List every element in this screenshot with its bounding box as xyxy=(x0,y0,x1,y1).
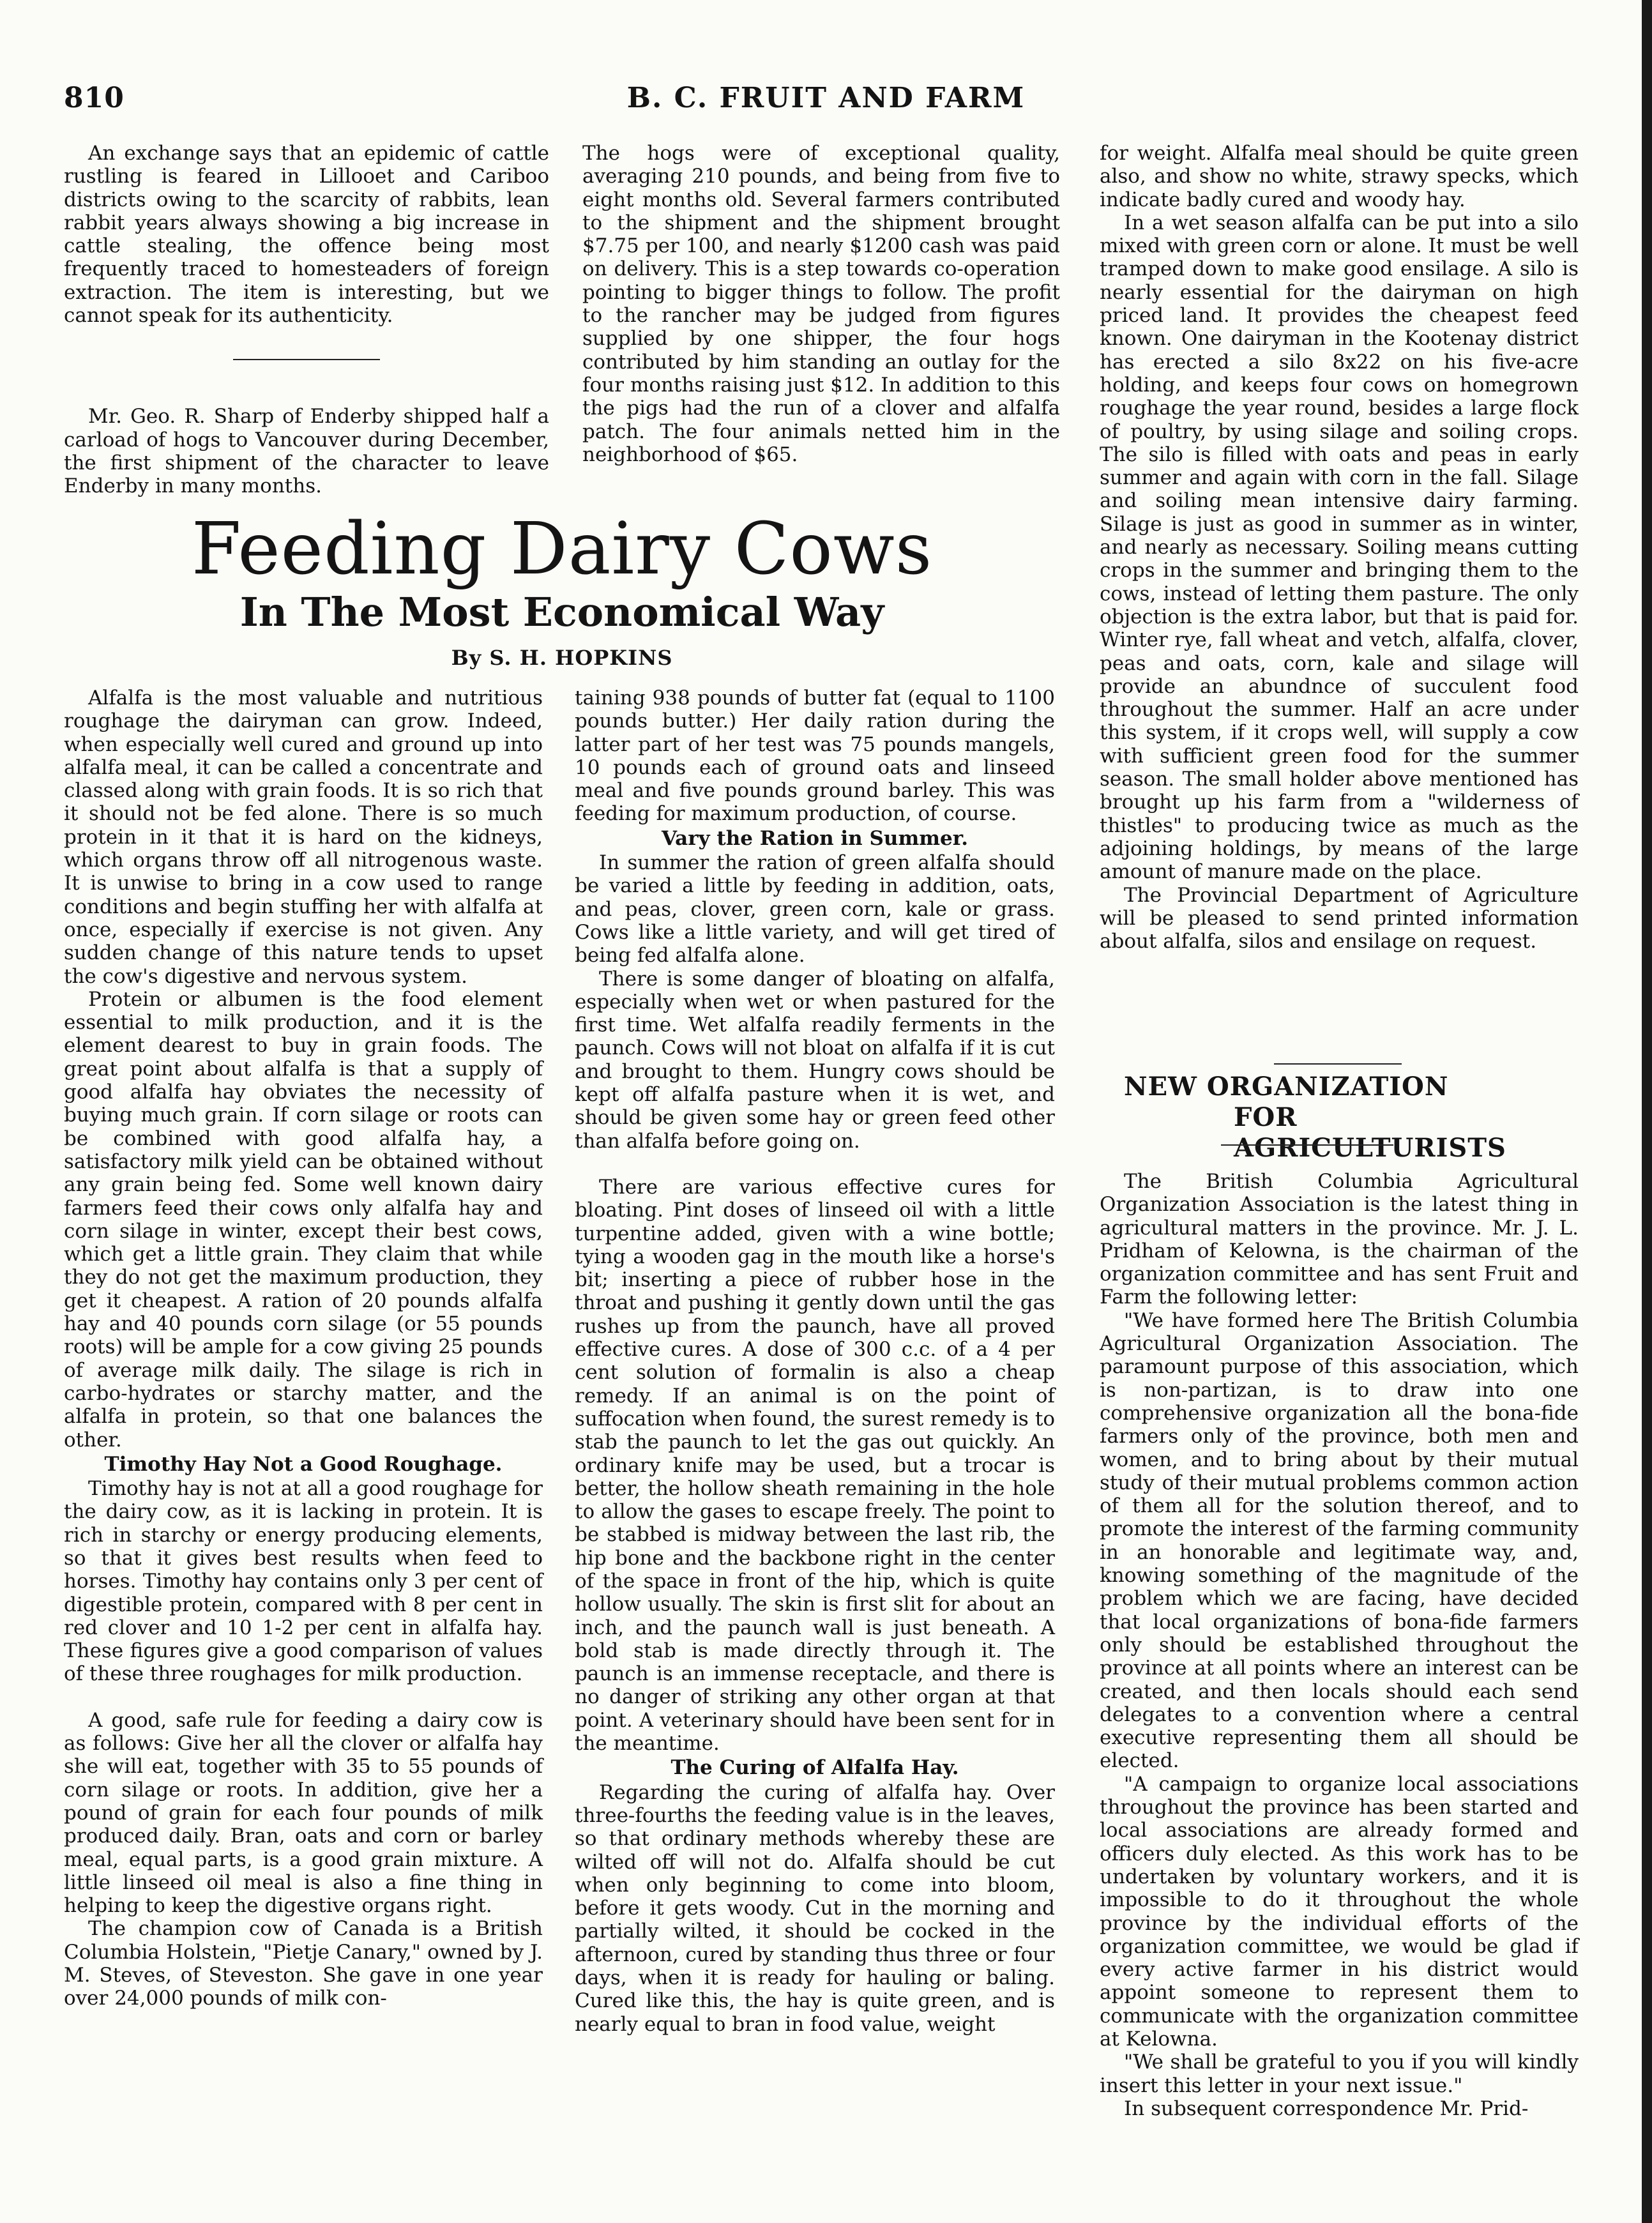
org-section-title xyxy=(1124,1072,1577,1164)
page-edge xyxy=(1642,0,1652,2223)
org-section-body xyxy=(1100,1170,1579,2120)
section-divider xyxy=(1274,1063,1402,1065)
article-subheading: Timothy Hay Not a Good Roughage. xyxy=(104,1452,503,1476)
org-title-line-1: NEW ORGANIZATION xyxy=(1124,1072,1449,1102)
org-paragraph: "We shall be grateful to you if you will kindly insert this letter in your next issue." xyxy=(1100,2051,1579,2097)
article-paragraph: Timothy hay is not at all a good roughage for the dairy cow, as it is lacking in protein. It is rich in starchy or energy producing elements, so that it gives best results when feed to horses. Timothy hay contains only 3 per cent of digestible protein, compared with 8 per cent in red clover and 10 1-2 per cent in alfalfa hay. These figures give a good comparison of values of these three roughages for milk production. xyxy=(64,1477,543,1686)
org-paragraph: The British Columbia Agricultural Organization Association is the latest thing in agricultural matters in the province. Mr. J. L. Pridham of Kelowna, is the chairman of the organization committee and has sent Fruit and Farm the following letter: xyxy=(1100,1170,1579,1309)
news-item-sharp: Mr. Geo. R. Sharp of Enderby shipped half a carload of hogs to Vancouver during December, the first shipment of the character to leave Enderby in many months. xyxy=(64,405,549,498)
org-paragraph: In subsequent correspondence Mr. Prid- xyxy=(1124,2097,1529,2120)
page-number: 810 xyxy=(64,82,125,114)
top-column-2 xyxy=(582,142,1060,466)
article-subheading: Vary the Ration in Summer. xyxy=(661,826,969,850)
article-paragraph: There is some danger of bloating on alfalfa, especially when wet or when pastured for the first time. Wet alfalfa readily ferments in the paunch. Cows will not bloat on alfalfa if it is cut and brought to them. Hungry cows should be kept off alfalfa pasture when it is wet, and should be given some hay or green feed other than alfalfa before going on. xyxy=(575,967,1055,1153)
article-paragraph: The champion cow of Canada is a British Columbia Holstein, "Pietje Canary," owned by J. M. Steves, of Steveston. She gave in one year over 24,000 pounds of milk con- xyxy=(64,1917,543,2010)
article-paragraph: In summer the ration of green alfalfa should be varied a little by feeding in addition, oats, and peas, clover, green corn, kale or grass. Cows like a little variety, and will get tired of being fed alfalfa alone. xyxy=(575,851,1055,967)
article-paragraph: The Provincial Department of Agriculture will be pleased to send printed information about alfalfa, silos and ensilage on request. xyxy=(1100,883,1579,953)
divider xyxy=(233,359,380,360)
article-title: Feeding Dairy Cows xyxy=(191,508,933,591)
article-column-1 xyxy=(64,687,543,2010)
article-subtitle: In The Most Economical Way xyxy=(239,589,884,635)
article-paragraph: There are various effective cures for bloating. Pint doses of linseed oil with a little turpentine added, given with a wine bottle; tying a wooden gag in the mouth like a horse's bit; inserting a piece of rubber hose in the throat and pushing it gently down until the gas rushes up from the paunch, have all proved effective cures. A dose of 300 c.c. of a 4 per cent solution of formalin is also a cheap remedy. If an animal is on the point of suffocation when found, the surest remedy is to stab the paunch to let the gas out quickly. An ordinary knife may be used, but a trocar is better, the hollow sheath remaining in the hole to allow the gases to escape freely. The point to be stabbed is midway between the last rib, the hip bone and the backbone right in the center of the space in front of the hip, which is quite hollow usually. The skin is first slit for about an inch, and the paunch wall is just beneath. A bold stab is made directly through it. The paunch is an immense receptacle, and there is no danger of striking any other organ at that point. A veterinary should have been sent for in the meantime. xyxy=(575,1175,1055,1756)
top-column-1 xyxy=(64,142,549,498)
article-paragraph: In a wet season alfalfa can be put into a silo mixed with green corn or alone. It must be well tramped down to make good ensilage. A silo is nearly essential for the dairyman on high priced land. It provides the cheapest feed known. One dairyman in the Kootenay district has erected a silo 8x22 on his five-acre holding, and keeps four cows on homegrown roughage the year round, besides a large flock of poultry, by using silage and soiling crops. The silo is filled with oats and peas in early summer and again with corn in the fall. Silage and soiling mean intensive dairy farming. Silage is just as good in summer as in winter, and nearly as necessary. Soiling means cutting crops in the summer and bringing them to the cows, instead of letting them pasture. The only objection is the extra labor, but that is paid for. Winter rye, fall wheat and vetch, alfalfa, clover, peas and oats, corn, kale and silage will provide an abundnce of succulent food throughout the summer. Half an acre under this system, if it crops well, will supply a cow with sufficient green food for the summer season. The small holder above mentioned has brought up his farm from a "wilderness of thistles" to producing twice as much as the adjoining holdings, by means of the large amount of manure made on the place. xyxy=(1100,211,1579,884)
news-item-rustling: An exchange says that an epidemic of cattle rustling is feared in Lillooet and Cariboo districts owing to the scarcity of rabbits, lean rabbit years always showing a big increase in cattle stealing, the offence being most frequently traced to homesteaders of foreign extraction. The item is interesting, but we cannot speak for its authenticity. xyxy=(64,142,549,328)
article-subheading: The Curing of Alfalfa Hay. xyxy=(671,1756,959,1780)
org-paragraph: "We have formed here The British Columbia Agricultural Organization Association. The paramount purpose of this association, which is non-partizan, is to draw into one comprehensive organization all the bona-fide farmers only of the province, both men and women, and to bring about by their mutual study of their mutual problems common action of them all for the solution thereof, and to promote the interest of the farming community in an honorable and legitimate way, and, knowing something of the magnitude of the problem which we are facing, have decided that local organizations of bona-fide farmers only should be established throughout the province at all points where an interest can be created, and then locals should each send delegates to a convention where a central executive representing them all should be elected. xyxy=(1100,1309,1579,1773)
running-head: B. C. FRUIT AND FARM xyxy=(626,82,1026,114)
article-paragraph: for weight. Alfalfa meal should be quite green also, and show no white, strawy specks, which indicate badly cured and woody hay. xyxy=(1100,142,1579,211)
article-headline xyxy=(57,508,1066,671)
article-column-2 xyxy=(575,687,1055,2036)
title-underline xyxy=(1221,1144,1393,1146)
org-title-line-2: FOR AGRICULTURISTS xyxy=(1234,1102,1506,1163)
article-paragraph: taining 938 pounds of butter fat (equal to 1100 pounds butter.) Her daily ration during the latter part of her test was 75 pounds mangels, 10 pounds each of ground oats and linseed meal and five pounds ground barley. This was feeding for maximum production, of course. xyxy=(575,687,1055,826)
article-paragraph: A good, safe rule for feeding a dairy cow is as follows: Give her all the clover or alfalfa hay she will eat, together with 35 to 55 pounds of corn silage or roots. In addition, give her a pound of grain for each four pounds of milk produced daily. Bran, oats and corn or barley meal, equal parts, is a good grain mixture. A little linseed oil meal is also a fine thing in helping to keep the digestive organs right. xyxy=(64,1708,543,1918)
article-column-3 xyxy=(1100,142,1579,953)
org-paragraph: "A campaign to organize local associations throughout the province has been started and local associations are already formed and officers duly elected. As this work has to be undertaken by voluntary workers, and it is impossible to do it throughout the whole province by the individual efforts of the organization committee, we would be glad if every active farmer in his district would appoint someone to represent them to communicate with the organization committee at Kelowna. xyxy=(1100,1772,1579,2051)
article-paragraph: Protein or albumen is the food element essential to milk production, and it is the element dearest to buy in grain foods. The great point about alfalfa is that a supply of good alfalfa hay obviates the necessity of buying much grain. If corn silage or roots can be combined with good alfalfa hay, a satisfactory milk yield can be obtained without any grain being fed. Some well known dairy farmers feed their cows only alfalfa hay and corn silage in winter, except their best cows, which get a little grain. They claim that while they do not get the maximum production, they get it cheapest. A ration of 20 pounds alfalfa hay and 40 pounds corn silage (or 55 pounds roots) will be ample for a cow giving 25 pounds of average milk daily. The silage is rich in carbo-hydrates or starchy matter, and the alfalfa in protein, so that one balances the other. xyxy=(64,987,543,1452)
article-byline: By S. H. HOPKINS xyxy=(451,646,673,670)
news-item-hogs: The hogs were of exceptional quality, averaging 210 pounds, and being from five to eight months old. Several farmers contributed to the shipment and the shipment brought $7.75 per 100, and nearly $1200 cash was paid on delivery. This is a step towards co-operation pointing to bigger things to follow. The profit to the rancher may be judged from figures supplied by one shipper, the four hogs contributed by him standing an outlay for the four months raising just $12. In addition to this the pigs had the run of a clover and alfalfa patch. The four animals netted him in the neighborhood of $65. xyxy=(582,142,1060,466)
article-paragraph: Regarding the curing of alfalfa hay. Over three-fourths the feeding value is in the leaves, so that ordinary methods whereby these are wilted off will not do. Alfalfa should be cut when only beginning to come into bloom, before it gets woody. Cut in the morning and partially wilted, it should be cocked in the afternoon, cured by standing thus three or four days, when it is ready for hauling or baling. Cured like this, the hay is quite green, and is nearly equal to bran in food value, weight xyxy=(575,1780,1055,2036)
article-paragraph: Alfalfa is the most valuable and nutritious roughage the dairyman can grow. Indeed, when especially well cured and ground up into alfalfa meal, it can be called a concentrate and classed along with grain foods. It is so rich that it should not be fed alone. There is so much protein in it that it is hard on the kidneys, which organs throw off all nitrogenous waste. It is unwise to bring in a cow used to range conditions and begin stuffing her with alfalfa at once, especially if exercise is not given. Any sudden change of this nature tends to upset the cow's digestive and nervous system. xyxy=(64,687,543,988)
